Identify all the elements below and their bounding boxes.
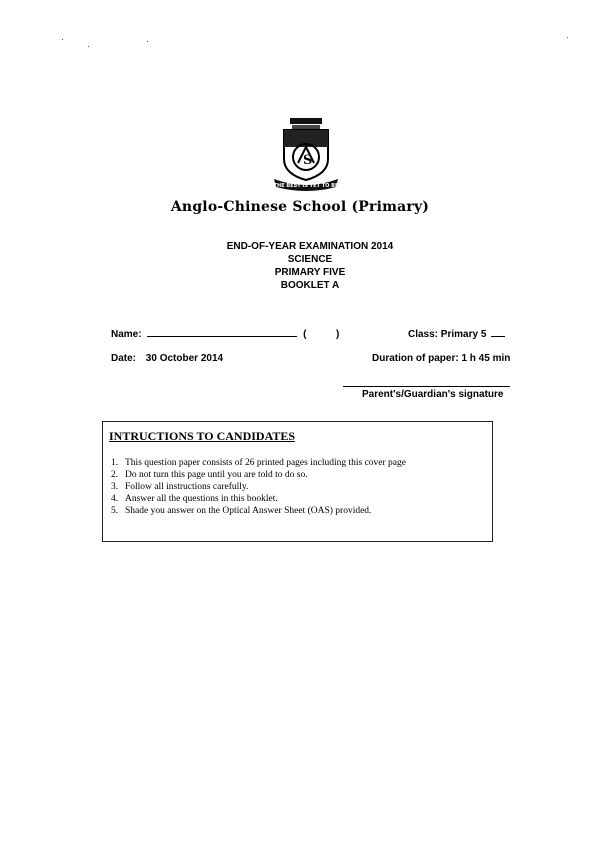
svg-text:S: S bbox=[303, 153, 313, 168]
class-field[interactable] bbox=[491, 327, 505, 337]
instruction-text: This question paper consists of 26 printed pages including this cover page bbox=[125, 458, 406, 468]
date-row bbox=[111, 353, 223, 364]
instruction-item bbox=[111, 457, 406, 469]
instruction-number: 5. bbox=[111, 506, 119, 516]
instruction-text: Follow all instructions carefully. bbox=[125, 482, 249, 492]
date-value: 30 October 2014 bbox=[145, 353, 224, 364]
name-row bbox=[111, 327, 339, 340]
instruction-number: 3. bbox=[111, 482, 119, 492]
exam-title: END-OF-YEAR EXAMINATION 2014 bbox=[226, 241, 394, 252]
name-field[interactable] bbox=[147, 327, 297, 337]
instruction-text: Do not turn this page until you are told to do so. bbox=[125, 470, 308, 480]
date-label: Date: bbox=[111, 353, 137, 364]
duration-text: Duration of paper: 1 h 45 min bbox=[372, 353, 511, 364]
instruction-number: 2. bbox=[111, 470, 119, 480]
signature-line[interactable] bbox=[343, 386, 510, 387]
school-name: Anglo-Chinese School (Primary) bbox=[170, 199, 430, 215]
instruction-item bbox=[111, 505, 406, 517]
class-row bbox=[408, 327, 505, 340]
exam-heading bbox=[0, 240, 600, 292]
crest-motto: THE BEST IS YET TO BE bbox=[273, 183, 339, 189]
instruction-number: 1. bbox=[111, 458, 119, 468]
instruction-text: Shade you answer on the Optical Answer Sheet (OAS) provided. bbox=[125, 506, 372, 516]
index-open-paren: ( bbox=[303, 329, 307, 340]
exam-level: PRIMARY FIVE bbox=[274, 267, 346, 278]
class-label: Class: Primary 5 bbox=[408, 329, 487, 340]
instruction-item bbox=[111, 493, 406, 505]
scan-speck bbox=[62, 39, 63, 40]
name-label: Name: bbox=[111, 329, 142, 340]
instructions-box bbox=[102, 421, 493, 542]
instructions-list bbox=[111, 457, 406, 517]
instruction-item bbox=[111, 481, 406, 493]
scan-speck bbox=[567, 37, 568, 38]
instruction-item bbox=[111, 469, 406, 481]
instruction-number: 4. bbox=[111, 494, 119, 504]
school-crest-logo bbox=[268, 117, 344, 193]
exam-subject: SCIENCE bbox=[287, 254, 333, 265]
instructions-title: INTRUCTIONS TO CANDIDATES bbox=[109, 429, 296, 443]
index-close-paren: ) bbox=[336, 329, 340, 340]
scan-speck bbox=[147, 41, 148, 42]
signature-label: Parent's/Guardian's signature bbox=[362, 389, 504, 400]
instruction-text: Answer all the questions in this booklet. bbox=[125, 494, 278, 504]
exam-booklet: BOOKLET A bbox=[280, 280, 340, 291]
scan-speck bbox=[88, 46, 89, 47]
